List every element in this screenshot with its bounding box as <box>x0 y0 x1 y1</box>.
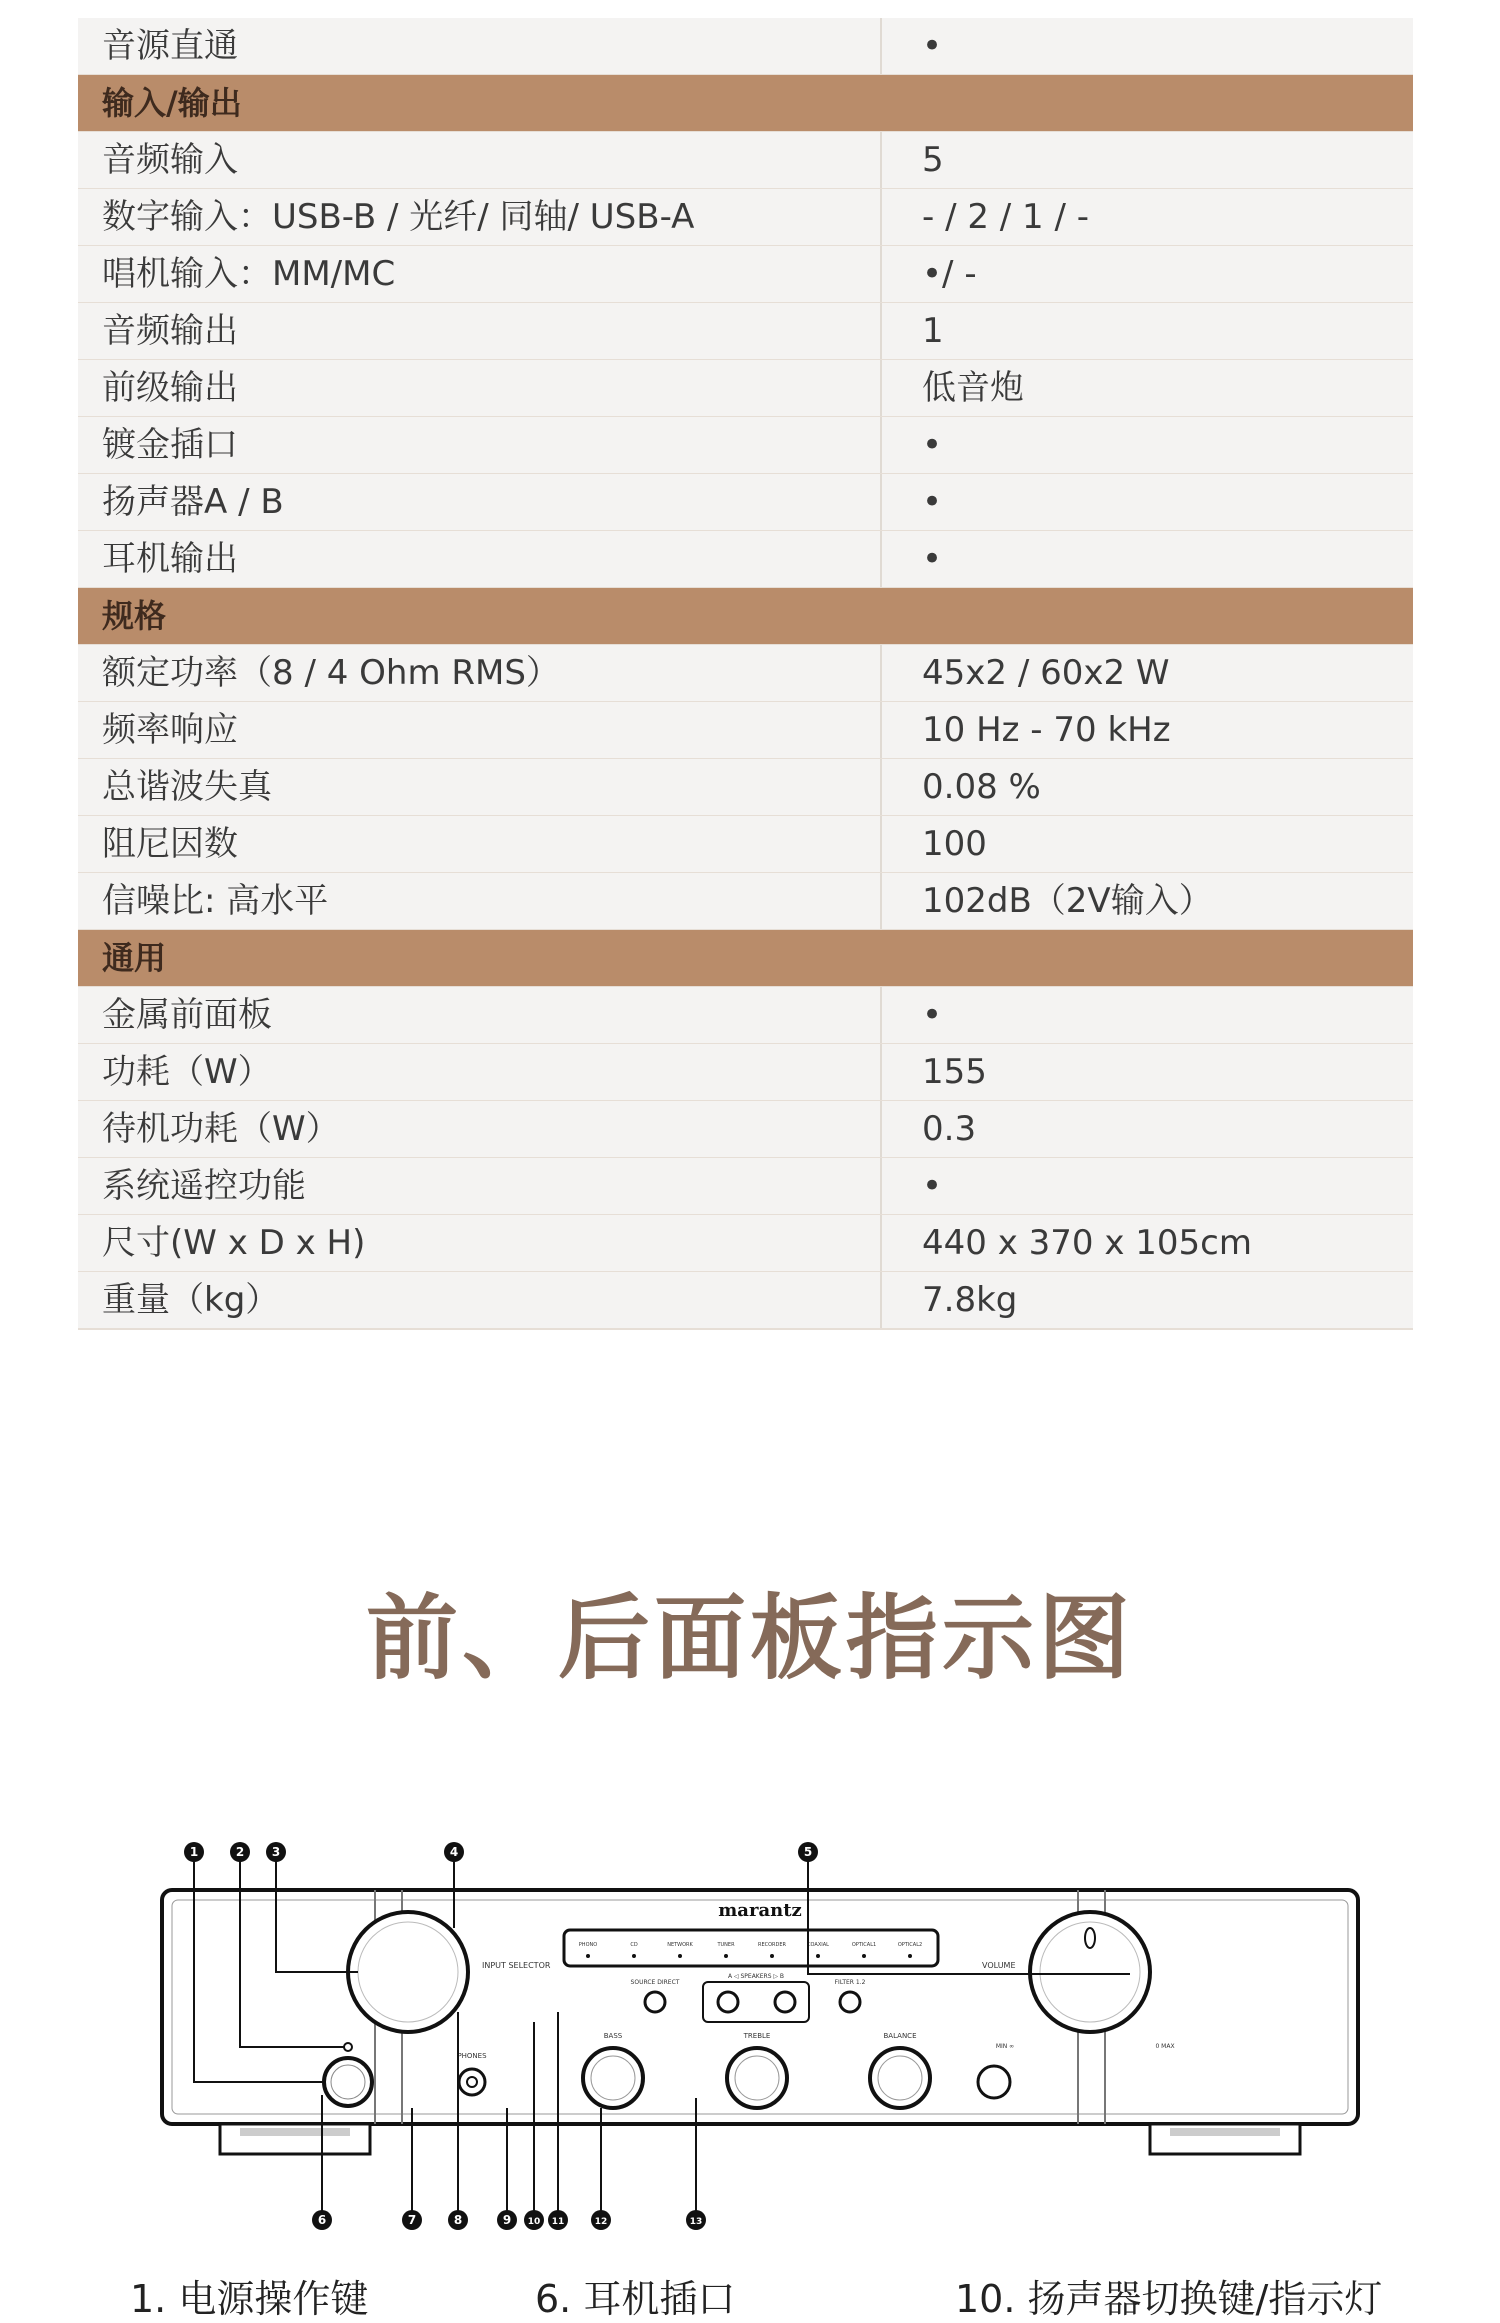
spec-value: 155 <box>922 1052 987 1092</box>
source-direct-button <box>645 1992 665 2012</box>
input-label: RECORDER <box>757 1942 787 1948</box>
spec-label: 阻尼因数 <box>102 824 238 864</box>
spec-value: 0.08 % <box>922 767 1041 807</box>
spec-label: 音频输出 <box>102 311 238 351</box>
section-header <box>78 588 1413 646</box>
speaker-b-button <box>775 1992 795 2012</box>
section-title: 通用 <box>102 939 167 977</box>
spec-row <box>78 873 1413 931</box>
spec-value: 5 <box>922 140 944 180</box>
spec-label: 信噪比: 高水平 <box>102 881 329 921</box>
input-indicator <box>862 1954 866 1958</box>
spec-label: 镀金插口 <box>102 425 238 465</box>
input-indicator <box>816 1954 820 1958</box>
spec-label: 音源直通 <box>102 26 238 66</box>
volume-knob <box>1030 1912 1150 2032</box>
spec-row <box>78 759 1413 817</box>
input-label: COAXIAL <box>807 1942 829 1948</box>
spec-label: 功耗（W） <box>102 1052 272 1092</box>
filter-label: FILTER 1.2 <box>834 1979 866 1986</box>
input-label: NETWORK <box>667 1942 693 1948</box>
spec-row <box>78 987 1413 1045</box>
spec-label: 尺寸(W x D x H) <box>102 1223 366 1263</box>
section-header <box>78 930 1413 988</box>
callout-number: 6 <box>317 2213 327 2227</box>
spec-value: 0.3 <box>922 1109 977 1149</box>
spec-value: 低音炮 <box>922 368 1024 408</box>
input-label: CD <box>630 1942 638 1948</box>
spec-row <box>78 1215 1413 1273</box>
input-label: TUNER <box>717 1942 735 1948</box>
filter-button <box>840 1992 860 2012</box>
spec-label: 待机功耗（W） <box>102 1109 340 1149</box>
speaker-a-button <box>718 1992 738 2012</box>
callout-number: 13 <box>689 2217 703 2227</box>
spec-value: 102dB（2V输入） <box>922 881 1213 921</box>
spec-row <box>78 645 1413 703</box>
input-selector-knob <box>348 1912 468 2032</box>
spec-row <box>78 417 1413 475</box>
spec-row <box>78 189 1413 247</box>
input-indicator <box>586 1954 590 1958</box>
callout-number: 12 <box>594 2217 608 2227</box>
spec-label: 总谐波失真 <box>102 767 272 807</box>
spec-label: 音频输入 <box>102 140 238 180</box>
input-label: OPTICAL2 <box>897 1942 923 1948</box>
spec-label: 频率响应 <box>102 710 238 750</box>
section-title: 规格 <box>102 597 167 635</box>
input-label: PHONO <box>578 1942 598 1948</box>
input-display <box>564 1930 938 1966</box>
callout-number: 9 <box>502 2213 512 2227</box>
callout-number: 11 <box>551 2217 565 2227</box>
spec-row <box>78 1272 1413 1330</box>
brand-logo: marantz <box>718 1900 802 1921</box>
legend-item-2: 6. 耳机插口 <box>535 2277 736 2321</box>
callout-number: 3 <box>271 1845 281 1859</box>
callout-number: 2 <box>235 1845 245 1859</box>
spec-label: 前级输出 <box>102 368 238 408</box>
bass-label: BASS <box>603 2032 623 2040</box>
spec-row <box>78 816 1413 874</box>
spec-value: 100 <box>922 824 987 864</box>
legend-item-1: 1. 电源操作键 <box>130 2277 369 2321</box>
spec-label: 耳机输出 <box>102 539 238 579</box>
spec-row <box>78 18 1413 76</box>
max-label: 0 MAX <box>1155 2043 1175 2050</box>
spec-value: • <box>922 482 943 522</box>
standby-indicator <box>344 2043 352 2051</box>
spec-row <box>78 132 1413 190</box>
callout-number: 10 <box>527 2217 541 2227</box>
spec-value: 45x2 / 60x2 W <box>922 653 1170 693</box>
spec-label: 数字输入：USB-B / 光纤/ 同轴/ USB-A <box>102 197 695 237</box>
section-title: 输入/输出 <box>102 84 242 122</box>
input-label: OPTICAL1 <box>851 1942 877 1948</box>
phones-label: PHONES <box>457 2052 487 2060</box>
spec-value: • <box>922 1166 943 1206</box>
spec-label: 重量（kg） <box>102 1280 280 1320</box>
section-header <box>78 75 1413 133</box>
input-indicator <box>724 1954 728 1958</box>
source-direct-label: SOURCE DIRECT <box>630 1979 680 1986</box>
spec-value: • <box>922 26 943 66</box>
spec-value: • <box>922 425 943 465</box>
spec-row <box>78 1158 1413 1216</box>
spec-label: 金属前面板 <box>102 995 272 1035</box>
spec-row <box>78 474 1413 532</box>
speakers-label: A ◁ SPEAKERS ▷ B <box>727 1973 785 1980</box>
input-selector-label: INPUT SELECTOR <box>482 1961 551 1970</box>
spec-label: 扬声器A / B <box>102 482 284 522</box>
spec-row <box>78 1044 1413 1102</box>
legend-item-3: 10. 扬声器切换键/指示灯 <box>955 2277 1383 2321</box>
treble-knob <box>727 2048 787 2108</box>
spec-label: 系统遥控功能 <box>102 1166 306 1206</box>
callout-number: 8 <box>453 2213 463 2227</box>
callout-number: 5 <box>803 1845 813 1859</box>
spec-row <box>78 246 1413 304</box>
spec-value: • <box>922 995 943 1035</box>
spec-row <box>78 303 1413 361</box>
callout-number: 1 <box>189 1845 199 1859</box>
bass-knob <box>583 2048 643 2108</box>
spec-value: • <box>922 539 943 579</box>
section-heading: 前、后面板指示图 <box>365 1585 1134 1692</box>
spec-row <box>78 531 1413 589</box>
spec-label: 额定功率（8 / 4 Ohm RMS） <box>102 653 560 693</box>
balance-label: BALANCE <box>883 2032 917 2040</box>
spec-value: 7.8kg <box>922 1280 1018 1320</box>
min-label: MIN ∞ <box>995 2043 1015 2050</box>
callout-number: 4 <box>449 1845 459 1859</box>
spec-value: - / 2 / 1 / - <box>922 197 1090 237</box>
spec-row <box>78 360 1413 418</box>
remote-sensor <box>978 2066 1010 2098</box>
volume-label: VOLUME <box>982 1961 1016 1970</box>
input-indicator <box>632 1954 636 1958</box>
spec-value: •/ - <box>922 254 977 294</box>
spec-label: 唱机输入：MM/MC <box>102 254 396 294</box>
input-indicator <box>678 1954 682 1958</box>
input-indicator <box>770 1954 774 1958</box>
input-indicator <box>908 1954 912 1958</box>
front-panel-diagram <box>150 1820 1370 2250</box>
spec-value: 1 <box>922 311 944 351</box>
balance-knob <box>870 2048 930 2108</box>
spec-value: 10 Hz - 70 kHz <box>922 710 1171 750</box>
spec-row <box>78 702 1413 760</box>
treble-label: TREBLE <box>743 2032 771 2040</box>
callout-number: 7 <box>407 2213 417 2227</box>
spec-value: 440 x 370 x 105cm <box>922 1223 1252 1263</box>
spec-row <box>78 1101 1413 1159</box>
